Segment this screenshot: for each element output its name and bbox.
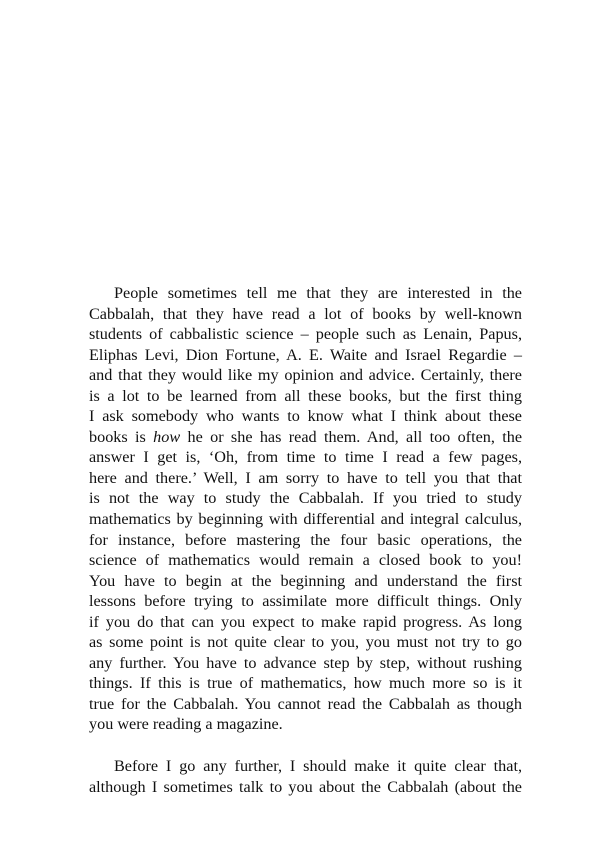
body-text — [89, 283, 522, 797]
paragraph-1 — [89, 283, 522, 735]
text-line: Before I go any further, I should make it quite clear that, — [114, 757, 522, 776]
emphasized-word: how — [153, 427, 181, 446]
text-line: true for the Cabbalah. You cannot read the Cabbalah as though — [89, 694, 522, 713]
text-line: mathematics by beginning with differential and integral calculus, — [89, 510, 522, 529]
text-line: I ask somebody who wants to know what I think about these — [89, 407, 522, 426]
text-line: here and there.’ Well, I am sorry to have to tell you that that — [89, 468, 522, 487]
text-line: lessons before trying to assimilate more difficult things. Only — [89, 592, 522, 611]
text-line: students of cabbalistic science – people such as Lenain, Papus, — [89, 325, 522, 344]
text-line: as some point is not quite clear to you, you must not try to go — [89, 633, 522, 652]
text-line: Cabbalah, that they have read a lot of books by well-known — [89, 304, 522, 323]
paragraph-spacer — [89, 735, 522, 756]
text-line: science of mathematics would remain a closed book to you! — [89, 551, 522, 570]
text-line: People sometimes tell me that they are interested in the — [114, 284, 522, 302]
text-line: Eliphas Levi, Dion Fortune, A. E. Waite and Israel Regardie – — [89, 345, 522, 364]
text-line: any further. You have to advance step by step, without rushing — [89, 653, 522, 672]
text-line: is a lot to be learned from all these books, but the first thing — [89, 386, 522, 405]
text-line: things. If this is true of mathematics, how much more so is it — [89, 674, 522, 693]
text-line: and that they would like my opinion and advice. Certainly, there — [89, 366, 522, 385]
text-line: if you do that can you expect to make rapid progress. As long — [89, 612, 522, 631]
text-line: for instance, before mastering the four basic operations, the — [89, 530, 522, 549]
text-line: although I sometimes talk to you about the Cabbalah (about the — [89, 777, 522, 796]
text-line-with-emphasis — [89, 427, 522, 448]
text-line: is not the way to study the Cabbalah. If you tried to study — [89, 489, 522, 508]
text-fragment: books is — [89, 427, 146, 446]
text-fragment: he or she has read them. And, all too often, the — [187, 427, 523, 446]
text-line: answer I get is, ‘Oh, from time to time I read a few pages, — [89, 448, 522, 467]
text-line: You have to begin at the beginning and understand the first — [89, 571, 522, 590]
paragraph-2 — [89, 756, 522, 797]
text-line: you were reading a magazine. — [89, 715, 283, 734]
